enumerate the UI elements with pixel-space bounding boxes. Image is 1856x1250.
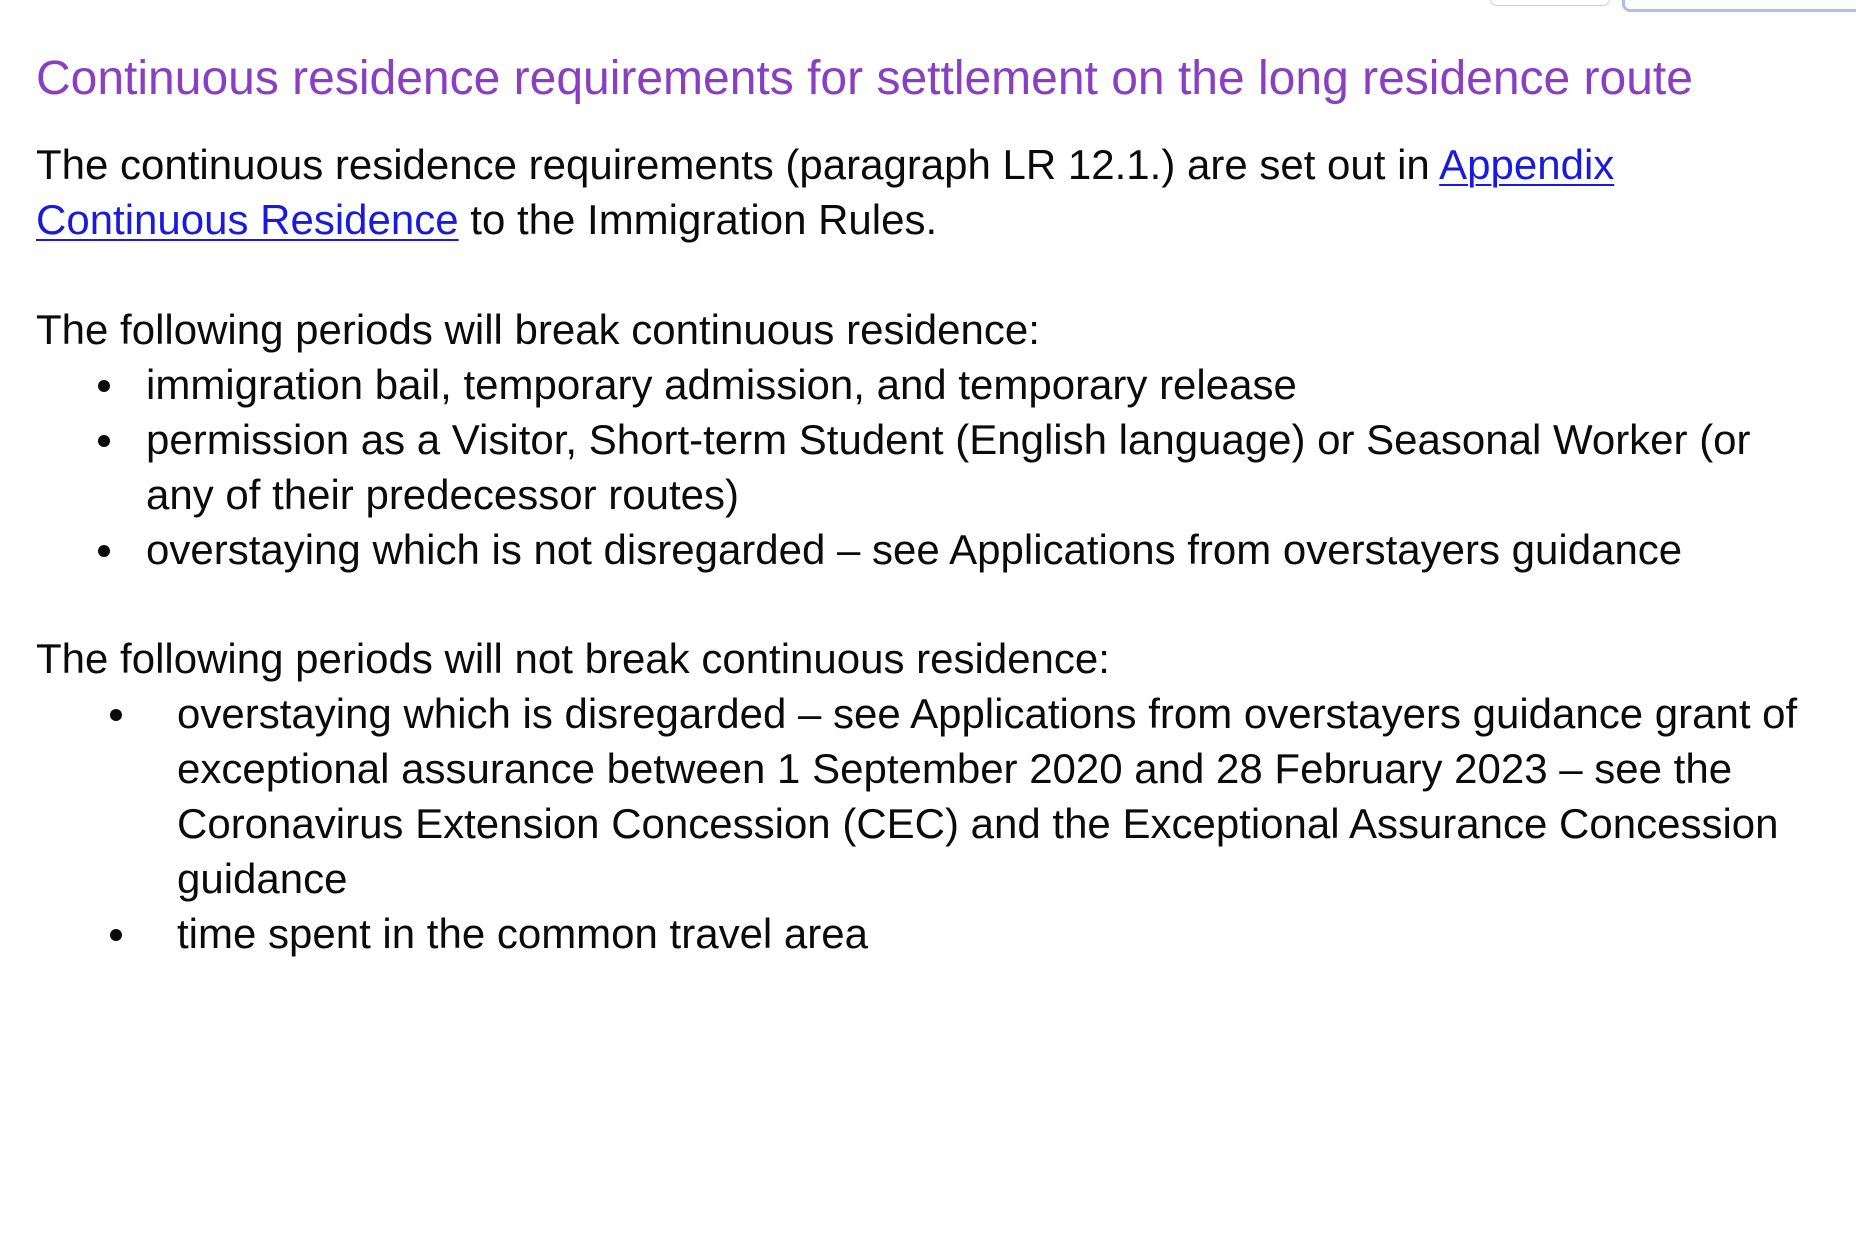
list-item [36,686,1817,906]
list-item [36,412,1796,522]
section-title: Continuous residence requirements for settlement on the long residence route [36,52,1693,105]
intro-text-after: to the Immigration Rules. [458,196,938,243]
bullet-icon [98,435,110,447]
top-controls [0,0,1856,8]
no-break-heading: The following periods will not break continuous residence: [36,635,1110,682]
list-item-text: overstaying which is not disregarded – see Applications from overstayers guidance [146,526,1683,573]
break-heading: The following periods will break continuous residence: [36,306,1040,353]
list-item-text: time spent in the common travel area [177,910,868,957]
list-item [36,906,1817,961]
list-item-text: immigration bail, temporary admission, and temporary release [146,361,1297,408]
intro-paragraph [36,137,1816,247]
document-content [36,50,1836,961]
bullet-icon [110,929,122,941]
appendix-continuous-residence-link[interactable]: Appendix Continuous Residence [36,141,1615,243]
bullet-icon [110,709,122,721]
bullet-icon [98,545,110,557]
no-break-list [36,686,1836,961]
list-item-text: overstaying which is disregarded – see Applications from overstayers guidance grant of exceptional assurance between 1 September 2020 and 28 February 2023 – see the Coronavirus Extension Concession (CEC) and the Exceptional Assurance Concession guidance [177,690,1798,902]
intro-text-before: The continuous residence requirements (paragraph LR 12.1.) are set out in [36,141,1440,188]
list-item [36,357,1796,412]
toolbar-search-field[interactable] [1622,0,1856,12]
list-item [36,522,1796,577]
bullet-icon [98,380,110,392]
list-item-text: permission as a Visitor, Short-term Student (English language) or Seasonal Worker (or any of their predecessor routes) [146,416,1751,518]
toolbar-button[interactable] [1490,0,1610,6]
break-list [36,357,1836,577]
